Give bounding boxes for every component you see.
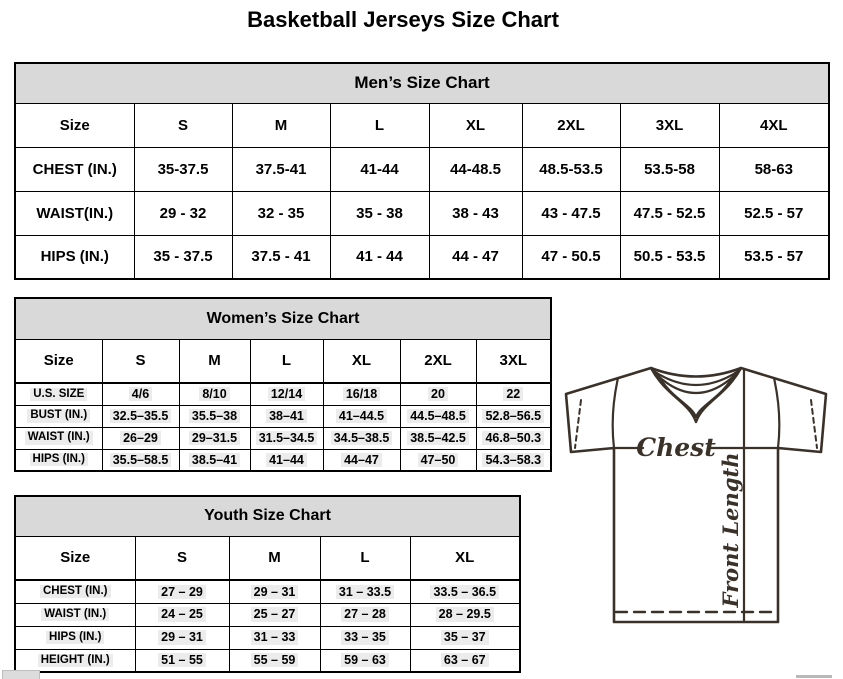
table-row xyxy=(15,63,829,103)
value-cell: 25 – 27 xyxy=(229,603,320,626)
table-row xyxy=(15,298,551,339)
value-cell: 46.8–50.3 xyxy=(476,427,551,449)
mens-table-title: Men’s Size Chart xyxy=(15,63,829,103)
youth-size-table xyxy=(14,495,521,673)
value-cell: 44-48.5 xyxy=(429,147,522,191)
value-cell: 44.5–48.5 xyxy=(400,405,476,427)
value-cell: 31 – 33 xyxy=(229,626,320,649)
value-cell: 58-63 xyxy=(719,147,829,191)
value-cell: 29 – 31 xyxy=(135,626,229,649)
value-cell: 53.5 - 57 xyxy=(719,235,829,279)
value-cell: 37.5-41 xyxy=(232,147,330,191)
value-cell: 35-37.5 xyxy=(134,147,232,191)
table-row xyxy=(15,649,520,672)
value-cell: 24 – 25 xyxy=(135,603,229,626)
row-label-cell: BUST (IN.) xyxy=(15,405,102,427)
value-cell: 35.5–38 xyxy=(179,405,250,427)
table-row xyxy=(15,603,520,626)
value-cell: 32.5–35.5 xyxy=(102,405,179,427)
row-label-cell: CHEST (IN.) xyxy=(15,580,135,603)
value-cell: 52.8–56.5 xyxy=(476,405,551,427)
row-label-cell: HIPS (IN.) xyxy=(15,626,135,649)
table-row xyxy=(15,235,829,279)
value-cell: 38.5–42.5 xyxy=(400,427,476,449)
value-cell: 22 xyxy=(476,383,551,405)
row-label-cell: U.S. SIZE xyxy=(15,383,102,405)
value-cell: 29 – 31 xyxy=(229,580,320,603)
header-cell: 4XL xyxy=(719,103,829,147)
value-cell: 31.5–34.5 xyxy=(250,427,323,449)
womens-table-title: Women’s Size Chart xyxy=(15,298,551,339)
value-cell: 27 – 28 xyxy=(320,603,410,626)
value-cell: 38.5–41 xyxy=(179,449,250,471)
value-cell: 33 – 35 xyxy=(320,626,410,649)
value-cell: 43 - 47.5 xyxy=(522,191,620,235)
value-cell: 47 - 50.5 xyxy=(522,235,620,279)
value-cell: 29 - 32 xyxy=(134,191,232,235)
value-cell: 41–44 xyxy=(250,449,323,471)
front-length-label: Front Length xyxy=(718,452,743,608)
table-row xyxy=(15,147,829,191)
header-cell: S xyxy=(135,536,229,580)
header-cell: L xyxy=(250,339,323,383)
value-cell: 41–44.5 xyxy=(323,405,400,427)
jersey-measurement-diagram xyxy=(558,358,840,676)
header-cell: 2XL xyxy=(522,103,620,147)
bottom-right-ui-artifact xyxy=(796,675,832,678)
table-row xyxy=(15,449,551,471)
header-cell: M xyxy=(229,536,320,580)
value-cell: 33.5 – 36.5 xyxy=(410,580,520,603)
value-cell: 38 - 43 xyxy=(429,191,522,235)
header-cell: Size xyxy=(15,339,102,383)
header-cell: Size xyxy=(15,536,135,580)
value-cell: 4/6 xyxy=(102,383,179,405)
youth-table-title: Youth Size Chart xyxy=(15,496,520,536)
value-cell: 44 - 47 xyxy=(429,235,522,279)
value-cell: 35 - 37.5 xyxy=(134,235,232,279)
value-cell: 37.5 - 41 xyxy=(232,235,330,279)
table-row xyxy=(15,339,551,383)
value-cell: 59 – 63 xyxy=(320,649,410,672)
value-cell: 41 - 44 xyxy=(330,235,429,279)
header-cell: XL xyxy=(323,339,400,383)
header-cell: L xyxy=(320,536,410,580)
chest-label: Chest xyxy=(636,433,716,462)
mens-size-table xyxy=(14,62,830,280)
header-cell: M xyxy=(232,103,330,147)
header-cell: S xyxy=(134,103,232,147)
value-cell: 31 – 33.5 xyxy=(320,580,410,603)
row-label-cell: WAIST(IN.) xyxy=(15,191,134,235)
value-cell: 52.5 - 57 xyxy=(719,191,829,235)
table-row xyxy=(15,191,829,235)
row-label-cell: HIPS (IN.) xyxy=(15,235,134,279)
jersey-diagram-icon xyxy=(558,358,840,676)
value-cell: 28 – 29.5 xyxy=(410,603,520,626)
value-cell: 44–47 xyxy=(323,449,400,471)
header-cell: 3XL xyxy=(476,339,551,383)
header-cell: Size xyxy=(15,103,134,147)
value-cell: 63 – 67 xyxy=(410,649,520,672)
table-row xyxy=(15,626,520,649)
value-cell: 26–29 xyxy=(102,427,179,449)
header-cell: 2XL xyxy=(400,339,476,383)
value-cell: 47–50 xyxy=(400,449,476,471)
table-row xyxy=(15,427,551,449)
value-cell: 48.5-53.5 xyxy=(522,147,620,191)
value-cell: 51 – 55 xyxy=(135,649,229,672)
header-cell: M xyxy=(179,339,250,383)
table-row xyxy=(15,383,551,405)
header-cell: XL xyxy=(429,103,522,147)
value-cell: 50.5 - 53.5 xyxy=(620,235,719,279)
value-cell: 32 - 35 xyxy=(232,191,330,235)
value-cell: 41-44 xyxy=(330,147,429,191)
header-cell: XL xyxy=(410,536,520,580)
value-cell: 34.5–38.5 xyxy=(323,427,400,449)
header-cell: S xyxy=(102,339,179,383)
row-label-cell: HEIGHT (IN.) xyxy=(15,649,135,672)
row-label-cell: CHEST (IN.) xyxy=(15,147,134,191)
value-cell: 12/14 xyxy=(250,383,323,405)
bottom-left-ui-artifact xyxy=(2,670,40,679)
value-cell: 35 - 38 xyxy=(330,191,429,235)
table-row xyxy=(15,580,520,603)
header-cell: L xyxy=(330,103,429,147)
table-row xyxy=(15,536,520,580)
value-cell: 47.5 - 52.5 xyxy=(620,191,719,235)
row-label-cell: WAIST (IN.) xyxy=(15,603,135,626)
value-cell: 8/10 xyxy=(179,383,250,405)
table-row xyxy=(15,103,829,147)
table-row xyxy=(15,496,520,536)
value-cell: 53.5-58 xyxy=(620,147,719,191)
womens-size-table xyxy=(14,297,552,472)
value-cell: 16/18 xyxy=(323,383,400,405)
value-cell: 55 – 59 xyxy=(229,649,320,672)
page-title: Basketball Jerseys Size Chart xyxy=(247,7,559,32)
header-cell: 3XL xyxy=(620,103,719,147)
row-label-cell: WAIST (IN.) xyxy=(15,427,102,449)
value-cell: 35.5–58.5 xyxy=(102,449,179,471)
value-cell: 29–31.5 xyxy=(179,427,250,449)
row-label-cell: HIPS (IN.) xyxy=(15,449,102,471)
value-cell: 54.3–58.3 xyxy=(476,449,551,471)
value-cell: 35 – 37 xyxy=(410,626,520,649)
value-cell: 20 xyxy=(400,383,476,405)
value-cell: 38–41 xyxy=(250,405,323,427)
table-row xyxy=(15,405,551,427)
value-cell: 27 – 29 xyxy=(135,580,229,603)
